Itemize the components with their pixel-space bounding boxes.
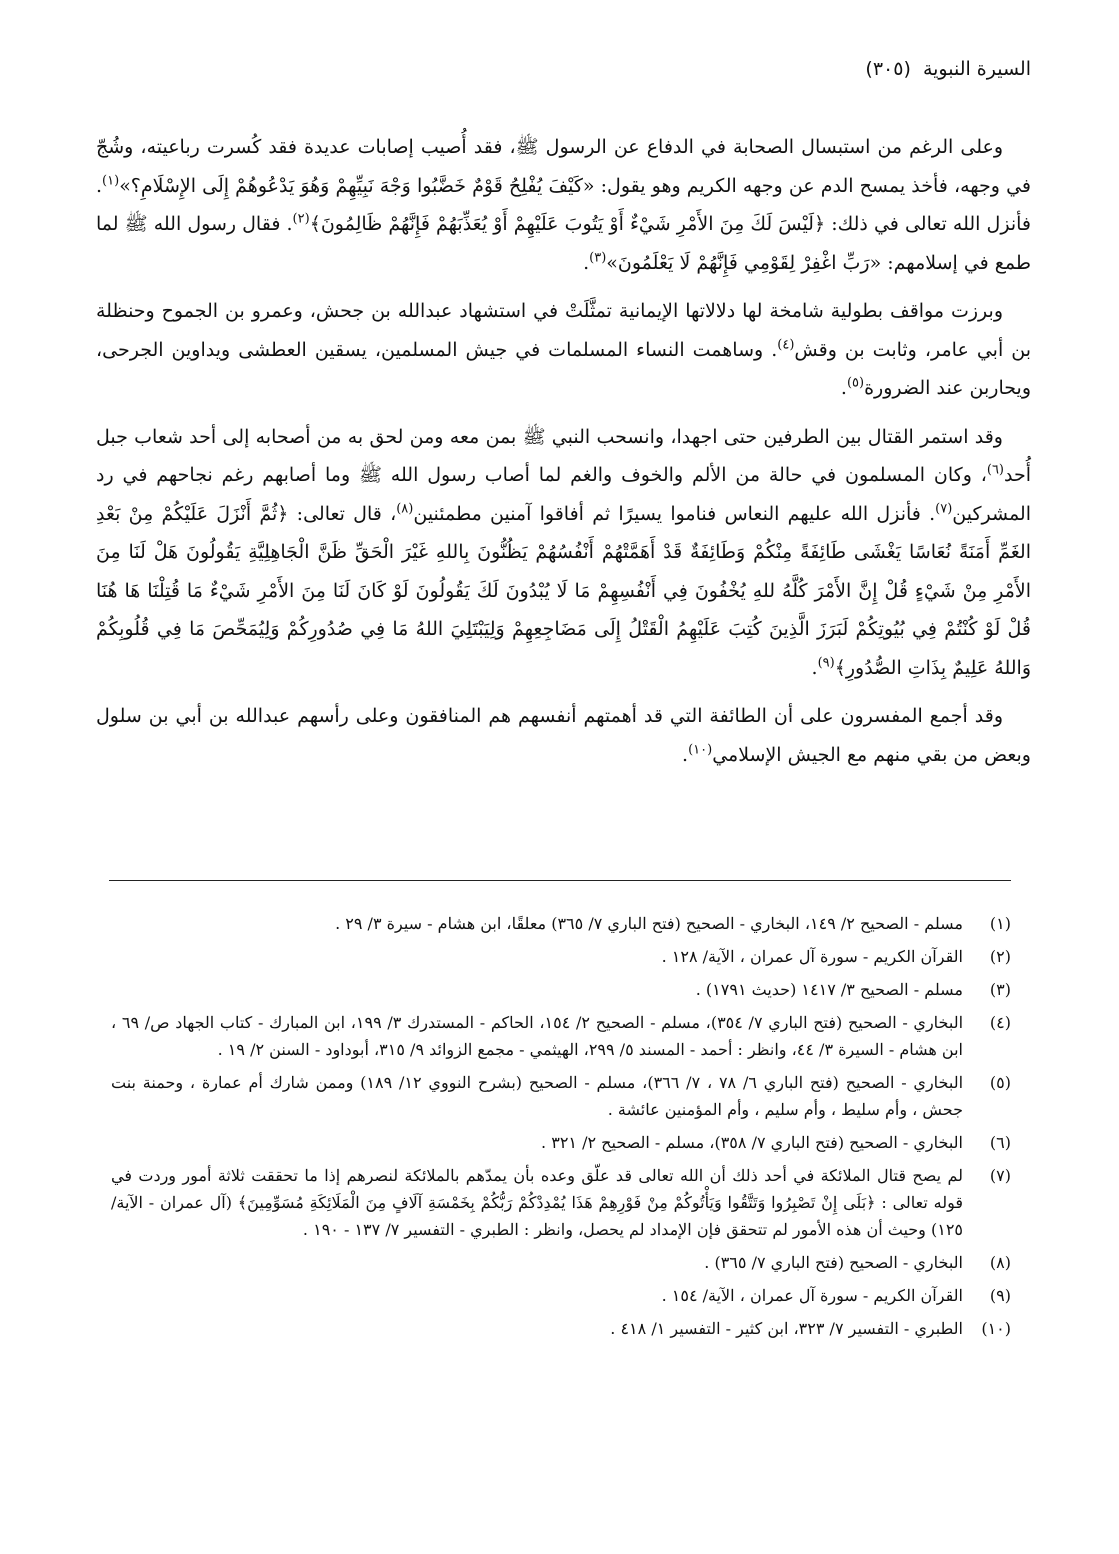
- footnote-reference: (٧): [935, 501, 953, 517]
- paragraph-end: .: [840, 377, 847, 399]
- paragraph-1: [96, 128, 1031, 282]
- footnote-text: مسلم - الصحيح ٢/ ١٤٩، البخاري - الصحيح (فتح الباري ٧/ ٣٦٥) معلقًا، ابن هشام - سيرة ٣/ ٢٩ .: [335, 914, 963, 933]
- footnote-text: البخاري - الصحيح (فتح الباري ٦/ ٧٨ ، ٧/ ٣٦٦)، مسلم - الصحيح (بشرح النووي ١٢/ ١٨٩) وممن شارك أم عمارة ، وحمنة بنت جحش ، وأم سليط ، وأم سليم ، وأم المؤمنين عائشة .: [111, 1073, 964, 1119]
- footnote-item: [111, 976, 1011, 1003]
- footnote-reference: (٥): [846, 375, 865, 391]
- paragraph-text: وقد أجمع المفسرون على أن الطائفة التي قد أهمتهم أنفسهم هم المنافقون وعلى رأسهم عبدالله بن أبي بن سلول وبعض من بقي منهم مع الجيش الإسلامي: [96, 705, 1031, 766]
- footnote-reference: (٣): [589, 250, 607, 266]
- footnote-item: [111, 1315, 1011, 1342]
- footnote-text: القرآن الكريم - سورة آل عمران ، الآية/ ١٢٨ .: [661, 947, 963, 966]
- footnote-number: (٧): [989, 1166, 1011, 1185]
- footnote-reference: (٤): [777, 337, 795, 353]
- footnote-number: (١): [989, 914, 1011, 933]
- footnote-text: البخاري - الصحيح (فتح الباري ٧/ ٣٦٥) .: [704, 1253, 963, 1272]
- quran-verse: ، قال تعالى: ﴿ثُمَّ أَنْزَلَ عَلَيْكُمْ مِنْ بَعْدِ الغَمِّ أَمَنَةً نُعَاسًا يَغْشَى طَائِفَةً مِنْكُمْ وَطَائِفَةٌ قَدْ أَهَمَّتْهُمْ أَنْفُسُهُمْ يَظُنُّونَ بِاللهِ غَيْرَ الْحَقِّ ظَنَّ الْجَاهِلِيَّةِ يَقُولُونَ هَلْ لَنَا مِنَ الأَمْرِ مِنْ شَيْءٍ قُلْ إِنَّ الأَمْرَ كُلَّهُ للهِ يُخْفُونَ فِي أَنْفُسِهِمْ مَا لَا يُبْدُونَ لَكَ يَقُولُونَ لَوْ كَانَ لَنَا مِنَ الأَمْرِ شَيْءٌ مَا قُتِلْنَا هَا هُنَا قُلْ لَوْ كُنْتُمْ فِي بُيُوتِكُمْ لَبَرَزَ الَّذِينَ كُتِبَ عَلَيْهِمُ الْقَتْلُ إِلَى مَضَاجِعِهِمْ وَلِيَبْتَلِيَ اللهُ مَا فِي صُدُورِكُمْ وَلِيُمَحِّصَ مَا فِي قُلُوبِكُمْ وَاللهُ عَلِيمٌ بِذَاتِ الصُّدُورِ﴾: [96, 502, 1031, 679]
- paragraph-text: وقد استمر القتال بين الطرفين حتى اجهدا، وانسحب النبي ﷺ بمن معه ومن لحق به من أصحابه إلى أحد شعاب جبل أُحد: [96, 425, 1031, 486]
- paragraph-text: . وساهمت النساء المسلمات في جيش المسلمين، يسقين العطشى ويداوين الجرحى، ويحاربن عند الضرورة: [96, 338, 1031, 399]
- footnote-text: البخاري - الصحيح (فتح الباري ٧/ ٣٥٨)، مسلم - الصحيح ٢/ ٣٢١ .: [541, 1133, 963, 1152]
- main-text: [96, 128, 1031, 784]
- paragraph-end: .: [583, 251, 590, 274]
- paragraph-3: [96, 418, 1031, 688]
- footnote-reference: (٢): [292, 211, 310, 227]
- paragraph-text: ، وكان المسلمون في حالة من الألم والخوف والغم لما أصاب رسول الله ﷺ وما أصابهم رغم نجاحهم في رد المشركين: [96, 464, 1031, 525]
- footnote-text: لم يصح قتال الملائكة في أحد ذلك أن الله تعالى قد علّق وعده بأن يمدّهم بالملائكة لنصرهم إذا ما تحققت ثلاثة أمور وردت في قوله تعالى : ﴿بَلَى إِنْ تَصْبِرُوا وَتَتَّقُوا وَيَأْتُوكُمْ مِنْ فَوْرِهِمْ هَذَا يُمْدِدْكُمْ رَبُّكُمْ بِخَمْسَةِ آلَافٍ مِنَ الْمَلَائِكَةِ مُسَوِّمِينَ﴾ (آل عمران - الآية/ ١٢٥) وحيث أن هذه الأمور لم تتحقق فإن الإمداد لم يحصل، وانظر : الطبري - التفسير ٧/ ١٣٧ - ١٩٠ .: [111, 1166, 964, 1239]
- footnote-number: (٢): [989, 947, 1011, 966]
- paragraph-end: .: [811, 656, 818, 679]
- footnote-number: (١٠): [981, 1319, 1011, 1338]
- footnote-text: البخاري - الصحيح (فتح الباري ٧/ ٣٥٤)، مسلم - الصحيح ٢/ ١٥٤، الحاكم - المستدرك ٣/ ١٩٩، ابن المبارك - كتاب الجهاد ص/ ٦٩ ، ابن هشام - السيرة ٣/ ٤٤، وانظر : أحمد - المسند ٥/ ٢٩٩، الهيثمي - مجمع الزوائد ٩/ ٣١٥، أبوداود - السنن ٢/ ١٩ .: [111, 1013, 964, 1059]
- footnote-text: الطبري - التفسير ٧/ ٣٢٣، ابن كثير - التفسير ١/ ٤١٨ .: [610, 1319, 963, 1338]
- paragraph-text: . فأنزل الله تعالى في ذلك: ﴿لَيْسَ لَكَ مِنَ الأَمْرِ شَيْءٌ أَوْ يَتُوبَ عَلَيْهِمْ أَوْ يُعَذِّبَهُمْ فَإِنَّهُمْ ظَالِمُونَ﴾: [96, 174, 1031, 235]
- footnote-item: [111, 1009, 1011, 1063]
- footnote-item: [111, 1282, 1011, 1309]
- footnote-reference: (٨): [396, 501, 414, 517]
- footnote-number: (٩): [989, 1286, 1011, 1305]
- footnote-item: [111, 1162, 1011, 1243]
- paragraph-4: [96, 697, 1031, 774]
- paragraph-end: .: [682, 743, 689, 766]
- book-title: السيرة النبوية: [922, 58, 1031, 80]
- paragraph-text: وبرزت مواقف بطولية شامخة لها دلالاتها الإيمانية تمثَّلَتْ في استشهاد عبدالله بن جحش، وعمرو بن الجموح وحنظلة بن أبي عامر، وثابت بن وقش: [96, 300, 1031, 361]
- footnote-item: [111, 1069, 1011, 1123]
- footnote-number: (٣): [989, 980, 1011, 999]
- footnote-item: [111, 910, 1011, 937]
- footnote-text: القرآن الكريم - سورة آل عمران ، الآية/ ١٥٤ .: [661, 1286, 963, 1305]
- footnote-item: [111, 943, 1011, 970]
- footnote-reference: (٩): [817, 655, 835, 671]
- paragraph-text: وعلى الرغم من استبسال الصحابة في الدفاع عن الرسول ﷺ، فقد أُصيب إصابات عديدة فقد كُسرت رباعيته، وشُجّ في وجهه، فأخذ يمسح الدم عن وجهه الكريم وهو يقول: «كَيْفَ يُفْلِحُ قَوْمٌ خَضَّبُوا وَجْهَ نَبِيِّهِمْ وَهُوَ يَدْعُوهُمْ إِلَى الإِسْلَامِ؟»: [96, 136, 1031, 197]
- paragraph-text: . فأنزل الله عليهم النعاس فناموا يسيرًا ثم أفاقوا آمنين مطمئنين: [413, 502, 936, 525]
- page-number: (٣٠٥): [865, 58, 911, 80]
- footnote-divider: [109, 880, 1011, 881]
- footnote-reference: (١٠): [688, 742, 713, 758]
- footnote-number: (٦): [989, 1133, 1011, 1152]
- footnote-number: (٥): [989, 1073, 1011, 1092]
- footnote-item: [111, 1129, 1011, 1156]
- footnote-item: [111, 1249, 1011, 1276]
- running-header: [865, 58, 1031, 80]
- footnote-reference: (١): [102, 173, 120, 189]
- footnote-text: مسلم - الصحيح ٣/ ١٤١٧ (حديث ١٧٩١) .: [695, 980, 963, 999]
- paragraph-text: . فقال رسول الله ﷺ لما طمع في إسلامهم: «رَبِّ اغْفِرْ لِقَوْمِي فَإِنَّهُمْ لَا يَعْلَمُونَ»: [96, 213, 1031, 274]
- footnotes-list: [111, 910, 1011, 1348]
- paragraph-2: [96, 292, 1031, 408]
- footnote-number: (٨): [989, 1253, 1011, 1272]
- footnote-reference: (٦): [986, 462, 1004, 478]
- footnote-number: (٤): [989, 1013, 1011, 1032]
